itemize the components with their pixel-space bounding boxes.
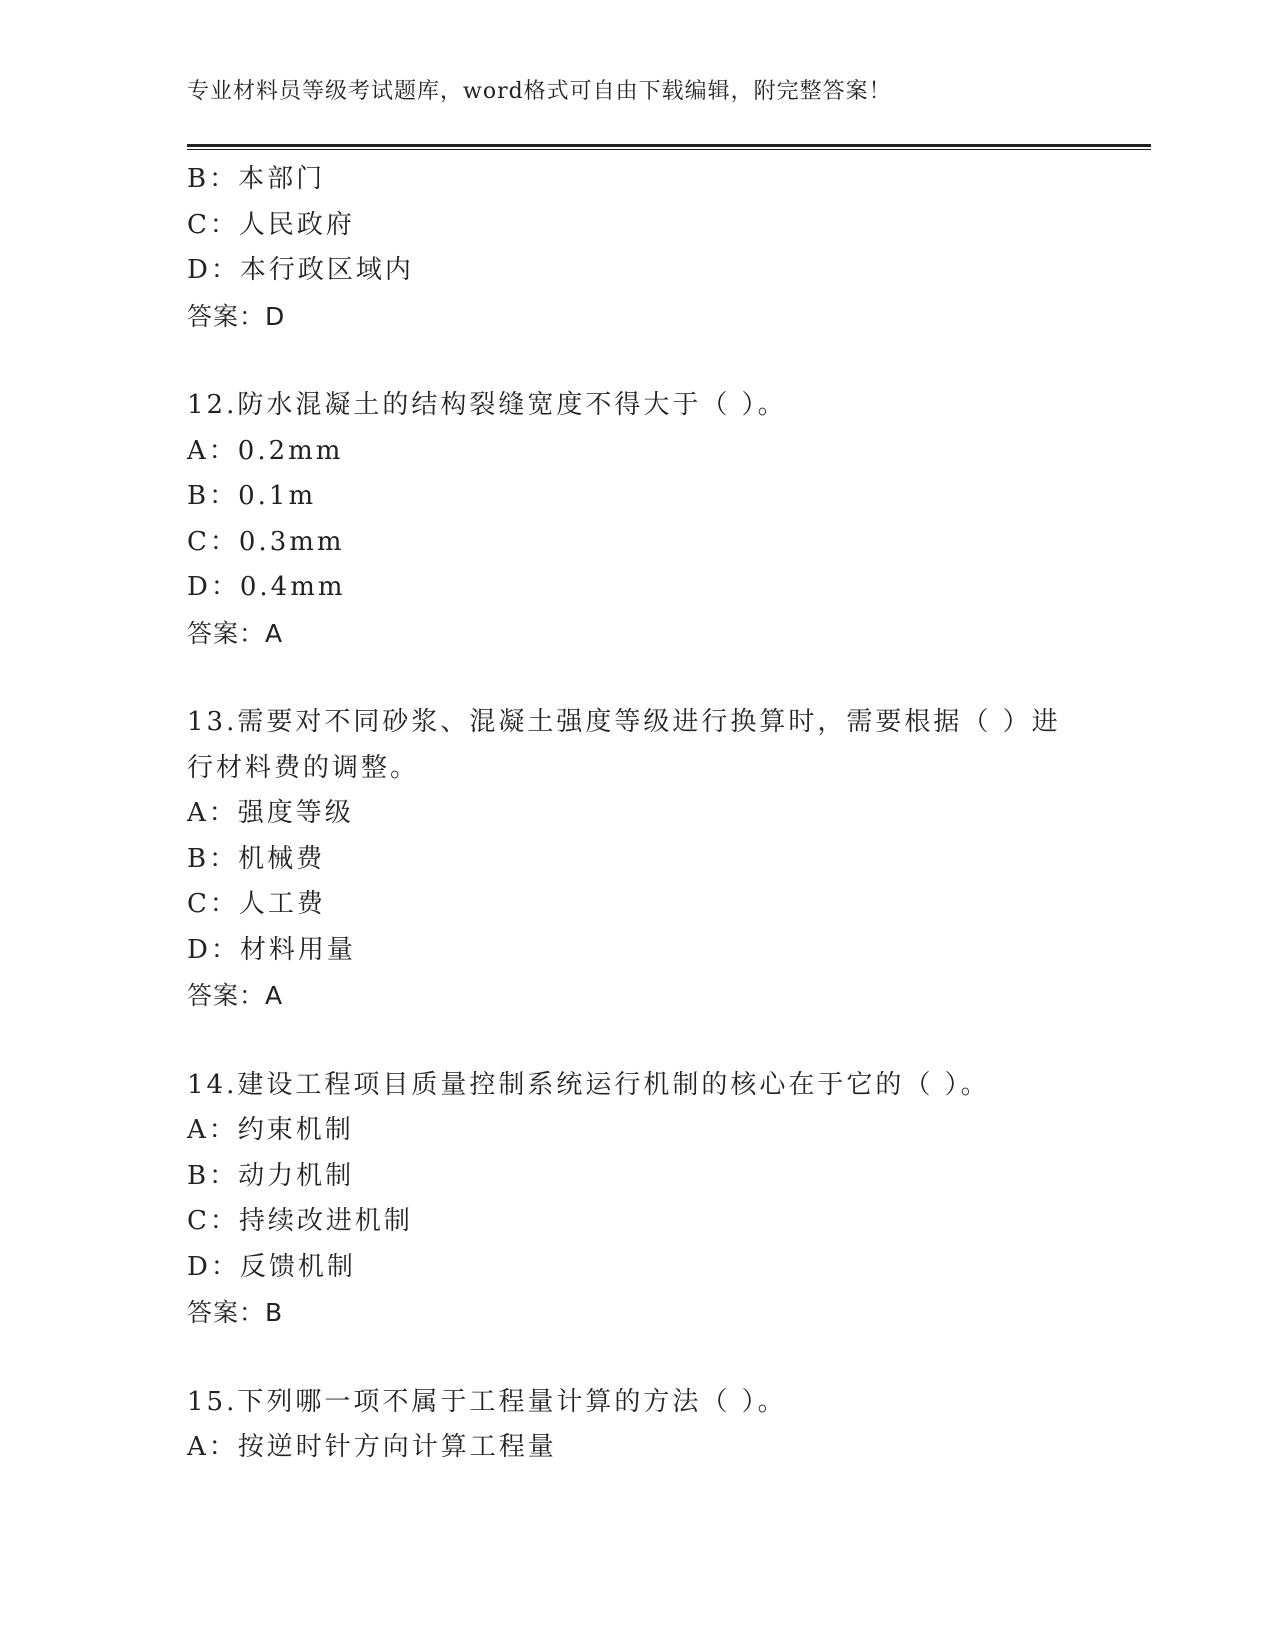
- header-rule-thin: [187, 149, 1151, 150]
- answer-line: 答案：B: [187, 1298, 284, 1327]
- option-c: C：0.3mm: [187, 526, 345, 557]
- answer-line: 答案：A: [187, 981, 284, 1010]
- option-a: A：按逆时针方向计算工程量: [187, 1432, 557, 1462]
- spacer: [187, 1336, 1087, 1380]
- question-stem: 14.建设工程项目质量控制系统运行机制的核心在于它的（ ）。: [187, 1069, 990, 1100]
- spacer: [187, 1019, 1087, 1063]
- option-d: D：材料用量: [187, 934, 356, 965]
- question-stem: 13.需要对不同砂浆、混凝土强度等级进行换算时，需要根据（ ）进行材料费的调整。: [187, 707, 1061, 783]
- option-b: B：动力机制: [187, 1160, 355, 1191]
- spacer: [187, 656, 1087, 700]
- option-a: A：约束机制: [187, 1115, 354, 1145]
- spacer: [187, 339, 1087, 383]
- header-rule-thick: [187, 144, 1151, 147]
- option-c: C：人民政府: [187, 209, 355, 240]
- page-header: 专业材料员等级考试题库，word格式可自由下载编辑，附完整答案！: [187, 79, 892, 104]
- option-c: C：持续改进机制: [187, 1206, 413, 1236]
- option-d: D：反馈机制: [187, 1251, 356, 1282]
- option-b: B：0.1m: [187, 481, 317, 511]
- option-d: D：0.4mm: [187, 572, 346, 602]
- option-b: B：本部门: [187, 164, 326, 194]
- option-d: D：本行政区域内: [187, 255, 414, 285]
- answer-line: 答案：A: [187, 618, 284, 648]
- answer-line: 答案：D: [187, 301, 286, 331]
- question-stem: 15.下列哪一项不属于工程量计算的方法（ ）。: [187, 1386, 787, 1417]
- option-a: A：强度等级: [187, 798, 354, 828]
- option-a: A：0.2mm: [187, 435, 344, 466]
- question-list: [187, 157, 1087, 1471]
- option-c: C：人工费: [187, 889, 326, 919]
- question-stem: 12.防水混凝土的结构裂缝宽度不得大于（ ）。: [187, 390, 787, 420]
- option-b: B：机械费: [187, 843, 326, 874]
